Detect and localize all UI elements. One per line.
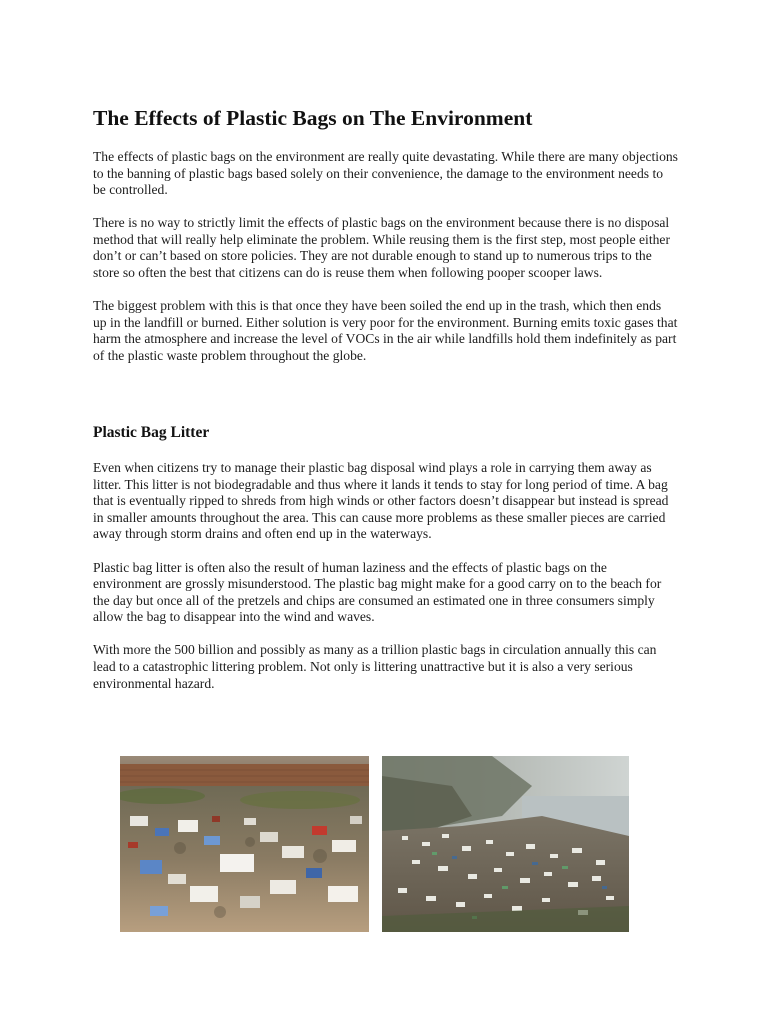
intro-paragraph-1: The effects of plastic bags on the environment are really quite devastating. While there are many objections to the banning of plastic bags based solely on their convenience, the damage to the environment needs to be controlled. xyxy=(93,149,678,198)
polluted-shoreline-photo xyxy=(382,756,629,932)
intro-paragraph-2: There is no way to strictly limit the effects of plastic bags on the environment because there is no disposal method that will really help eliminate the problem. While reusing them is the first step, most people either don’t or can’t based on store policies. They are not durable enough to stand up to numerous trips to the store so often the best that citizens can do is reuse them when following pooper scooper laws. xyxy=(93,215,670,281)
litter-field-photo xyxy=(120,756,369,932)
photo-row xyxy=(0,756,768,934)
section-paragraph-3: With more the 500 billion and possibly as many as a trillion plastic bags in circulation annually this can lead to a catastrophic littering problem. Not only is littering unattractive but it is also a very serious environmental hazard. xyxy=(93,642,657,691)
section-spacer xyxy=(93,381,678,423)
page-title: The Effects of Plastic Bags on The Environment xyxy=(93,106,533,130)
section-heading: Plastic Bag Litter xyxy=(93,424,210,442)
article-body xyxy=(93,104,678,709)
section-paragraph-2: Plastic bag litter is often also the result of human laziness and the effects of plastic bags on the environment are grossly misunderstood. The plastic bag might make for a good carry on to the beach for the day but once all of the pretzels and chips are consumed an estimated one in three consumers simply allow the bag to disappear into the wind and waves. xyxy=(93,559,662,625)
section-paragraph-1: Even when citizens try to manage their plastic bag disposal wind plays a role in carrying them away as litter. This litter is not biodegradable and thus where it lands it tends to stay for long period of time. A bag that is eventually ripped to shreds from high winds or other factors doesn’t disappear but instead is spread in smaller amounts throughout the area. This can cause more problems as these smaller pieces are carried away through storm drains and often end up in the waterways. xyxy=(93,460,669,542)
intro-paragraph-3: The biggest problem with this is that once they have been soiled the end up in the trash, which then ends up in the landfill or burned. Either solution is very poor for the environment. Burning emits toxic gases that harm the atmosphere and increase the level of VOCs in the air while landfills hold them indefinitely as part of the plastic waste problem throughout the globe. xyxy=(93,298,678,363)
